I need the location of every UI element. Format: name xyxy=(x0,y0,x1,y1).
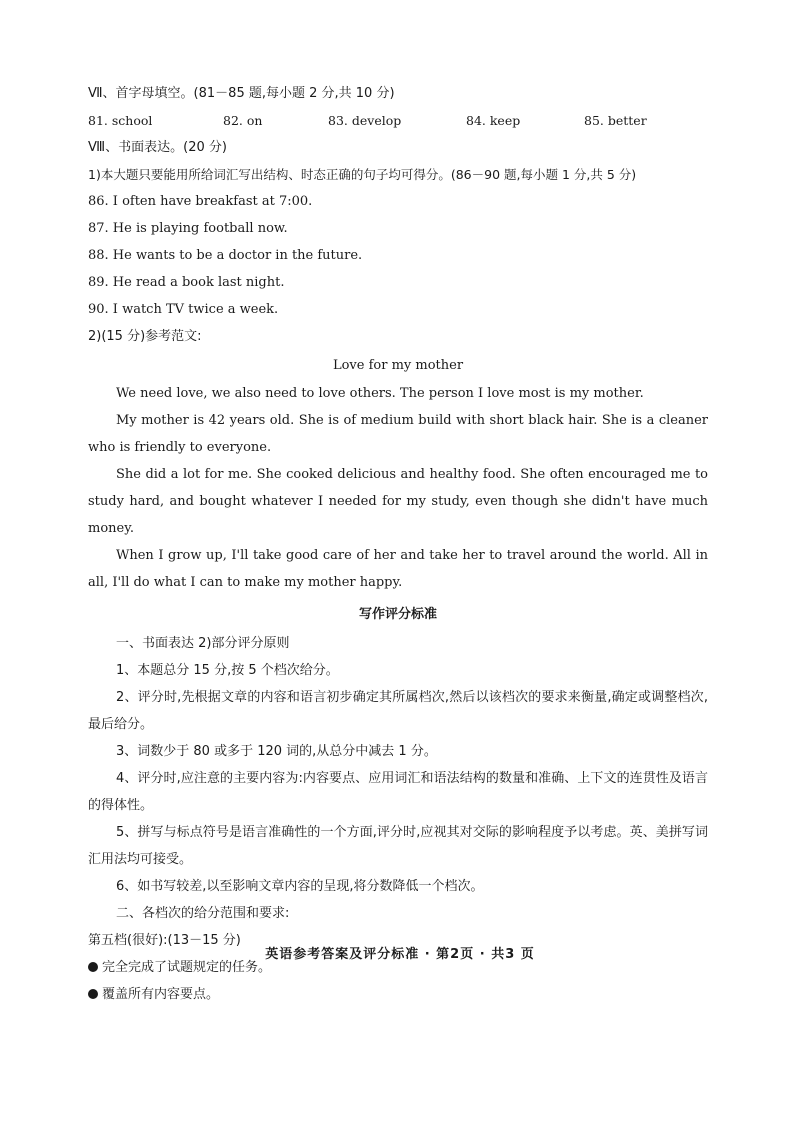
page-footer: 英语参考答案及评分标准 · 第2页 · 共3 页 xyxy=(265,947,535,962)
essay-paragraph: We need love, we also need to love others. The person I love most is my mother. xyxy=(116,386,644,401)
answer-83: 83. develop xyxy=(328,113,402,128)
sentence-89: 89. He read a book last night. xyxy=(88,275,285,290)
sentence-90: 90. I watch TV twice a week. xyxy=(88,302,279,317)
sentence-86: 86. I often have breakfast at 7:00. xyxy=(88,194,313,209)
section8-heading: Ⅷ、书面表达。(20 分) xyxy=(88,140,227,155)
essay-title: Love for my mother xyxy=(332,358,464,373)
rubric-rule: 5、拼写与标点符号是语言准确性的一个方面,评分时,应视其对交际的影响程度予以考虑。英、美拼写词汇用法均可接受。 xyxy=(88,825,708,867)
bullet-dot-icon xyxy=(88,962,98,972)
answer-81: 81. school xyxy=(88,113,153,128)
section7-heading: Ⅶ、首字母填空。(81－85 题,每小题 2 分,共 10 分) xyxy=(88,86,395,101)
sentence-88: 88. He wants to be a doctor in the future. xyxy=(88,248,363,263)
answer-82: 82. on xyxy=(223,113,263,128)
bullet-text: 覆盖所有内容要点。 xyxy=(102,987,220,1002)
rubric-rule: 3、词数少于 80 或多于 120 词的,从总分中减去 1 分。 xyxy=(116,744,437,759)
essay-paragraph: My mother is 42 years old. She is of medium build with short black hair. She is a cleaner who is friendly to everyone. xyxy=(88,413,708,455)
rubric-rule: 2、评分时,先根据文章的内容和语言初步确定其所属档次,然后以该档次的要求来衡量,确定或调整档次,最后给分。 xyxy=(88,690,708,732)
section8-part2-note: 2)(15 分)参考范文: xyxy=(88,329,202,344)
sentence-87: 87. He is playing football now. xyxy=(88,221,288,236)
rubric-part2-heading: 二、各档次的给分范围和要求: xyxy=(116,906,290,921)
essay-paragraph: She did a lot for me. She cooked delicious and healthy food. She often encouraged me to study hard, and bought whatever I needed for my study, even though she didn't have much money. xyxy=(88,467,708,536)
level5-bullet xyxy=(88,981,708,1008)
rubric-part1-heading: 一、书面表达 2)部分评分原则 xyxy=(116,636,290,651)
answer-84: 84. keep xyxy=(466,113,521,128)
rubric-rule: 1、本题总分 15 分,按 5 个档次给分。 xyxy=(116,663,339,678)
level5-heading: 第五档(很好):(13－15 分) xyxy=(88,933,241,948)
section7-answers xyxy=(88,107,708,134)
section8-part1-note: 1)本大题只要能用所给词汇写出结构、时态正确的句子均可得分。(86－90 题,每小题 1 分,共 5 分) xyxy=(88,167,637,182)
bullet-dot-icon xyxy=(88,989,98,999)
rubric-title: 写作评分标准 xyxy=(358,607,437,622)
rubric-rule: 6、如书写较差,以至影响文章内容的呈现,将分数降低一个档次。 xyxy=(116,879,484,894)
rubric-rule: 4、评分时,应注意的主要内容为:内容要点、应用词汇和语法结构的数量和准确、上下文的连贯性及语言的得体性。 xyxy=(88,771,708,813)
bullet-text: 完全完成了试题规定的任务。 xyxy=(102,960,272,975)
answer-85: 85. better xyxy=(584,113,647,128)
essay-paragraph: When I grow up, I'll take good care of her and take her to travel around the world. All in all, I'll do what I can to make my mother happy. xyxy=(88,548,708,590)
